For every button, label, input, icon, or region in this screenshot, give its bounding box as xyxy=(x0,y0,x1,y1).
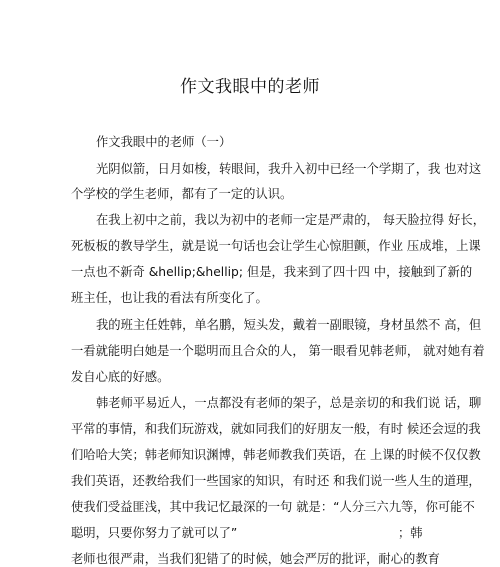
section-heading: 作文我眼中的老师（一） xyxy=(96,135,232,149)
paragraph-line: ；韩 xyxy=(398,526,423,540)
paragraph-line: 一点也不新奇 &hellip;&hellip; 但是，我来到了四十四 中，接触到了新的 xyxy=(71,265,473,279)
paragraph-line: 韩老师平易近人，一点都没有老师的架子，总是亲切的和我们说 话，聊 xyxy=(96,396,482,410)
paragraph-line: 老师也很严肃，当我们犯错了的时候，她会严厉的批评，耐心的教育 xyxy=(71,552,440,566)
paragraph-line: 平常的事情，和我们玩游戏，就如同我们的好朋友一般，有时 候还会逗的我 xyxy=(71,422,481,436)
paragraph-line: 们哈哈大笑；韩老师知识渊博，韩老师教我们英语，在 上课的时候不仅仅教 xyxy=(71,448,481,462)
paragraph-line: 我的班主任姓韩，单名鹏，短头发，戴着一副眼镜，身材虽然不 高，但 xyxy=(96,318,482,332)
paragraph-line: 聪明，只要你努力了就可以了” xyxy=(71,526,238,540)
document-title: 作文我眼中的老师 xyxy=(180,77,320,97)
paragraph-line: 光阴似箭，日月如梭，转眼间，我升入初中已经一个学期了，我 也对这 xyxy=(96,162,482,176)
paragraph-line: 发自心底的好感。 xyxy=(71,370,170,384)
paragraph-line: 在我上初中之前，我以为初中的老师一定是严肃的， 每天脸拉得 好长， xyxy=(96,213,486,227)
paragraph-line: 我们英语，还教给我们一些国家的知识，有时还 和我们说一些人生的道理， xyxy=(71,474,481,488)
paragraph-line: 个学校的学生老师，都有了一定的认识。 xyxy=(71,187,293,201)
paragraph-line: 使我们受益匪浅，其中我记忆最深的一句 就是：“人分三六九等，你可能不 xyxy=(71,500,475,514)
paragraph-line: 一看就能明白她是一个聪明而且合众的人， 第一眼看见韩老师， 就对她有着 xyxy=(71,344,485,358)
paragraph-line: 死板板的教导学生，就是说一句话也会让学生心惊胆颤，作业 压成堆，上课 xyxy=(71,239,481,253)
paragraph-line: 班主任，也让我的看法有所变化了。 xyxy=(71,291,268,305)
